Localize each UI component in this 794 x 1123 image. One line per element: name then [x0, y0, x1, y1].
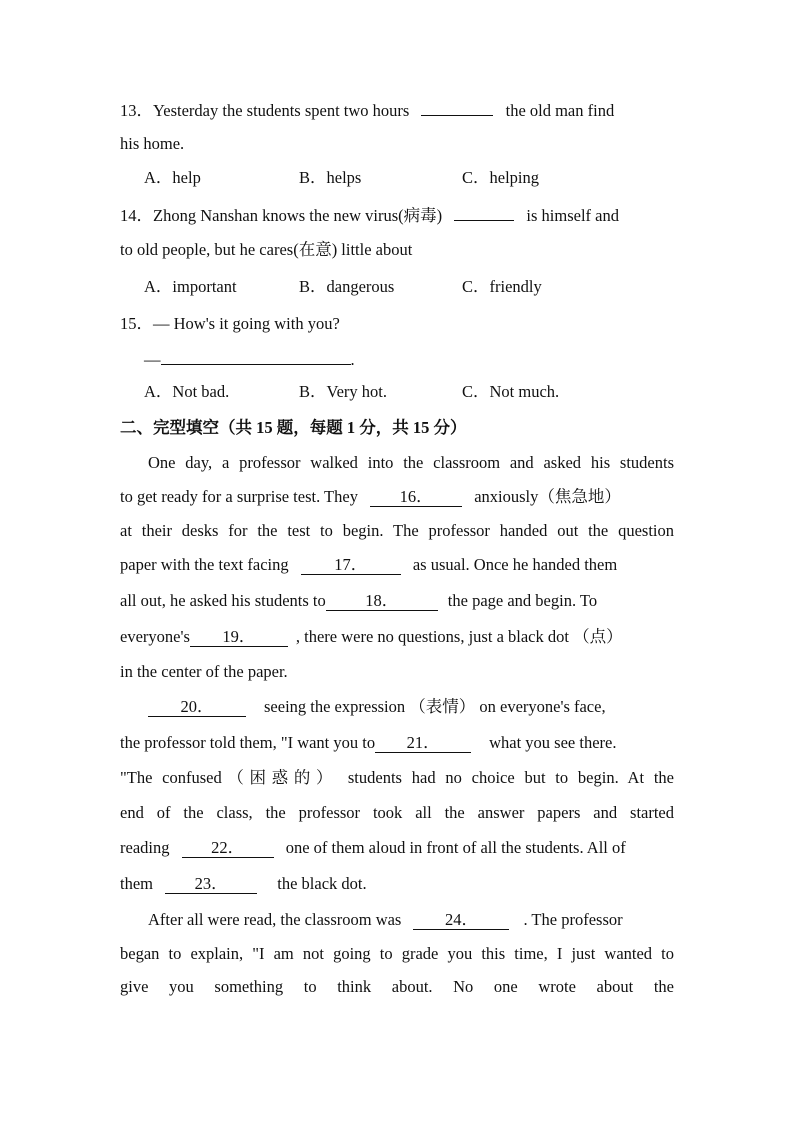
blank-24[interactable]: 24． — [413, 911, 509, 930]
q15-blank — [161, 348, 351, 365]
q15-reply-dash: — — [144, 350, 161, 369]
passage-text: the page and begin. To — [447, 591, 598, 610]
q14-option-b[interactable]: B．dangerous — [299, 277, 395, 296]
blank-22[interactable]: 22． — [182, 839, 274, 858]
passage-text: what you see there. — [489, 733, 617, 752]
q15-reply-end: . — [350, 350, 355, 369]
passage-text: After all were read, the classroom was — [148, 910, 402, 929]
passage-text: everyone's — [120, 627, 190, 646]
passage-p3-line1 — [148, 910, 674, 930]
passage-p2-line3: "The confused（困惑的） students had no choice but to begin. At the — [120, 768, 674, 787]
passage-text: seeing the expression （表情） on everyone's face, — [264, 697, 606, 716]
q15-option-b[interactable]: B．Very hot. — [299, 382, 387, 401]
q14-blank — [454, 204, 514, 221]
blank-19[interactable]: 19． — [190, 628, 288, 647]
passage-text: as usual. Once he handed them — [412, 555, 618, 574]
passage-text: to get ready for a surprise test. They — [120, 487, 358, 506]
q13-option-b[interactable]: B．helps — [299, 168, 362, 187]
blank-21[interactable]: 21． — [375, 734, 471, 753]
passage-text: . The professor — [523, 910, 623, 929]
passage-p3-line2: began to explain, "I am not going to grade you this time, I just wanted to — [120, 944, 674, 963]
passage-text: paper with the text facing — [120, 555, 289, 574]
passage-text: reading — [120, 838, 170, 857]
passage-p2-line5 — [120, 838, 674, 858]
passage-text: all out, he asked his students to — [120, 591, 326, 610]
q14-stem-line1 — [120, 204, 674, 226]
passage-p1-line5 — [120, 591, 674, 611]
passage-p1-line7: in the center of the paper. — [120, 662, 288, 681]
blank-18[interactable]: 18． — [326, 592, 438, 611]
q15-reply-line — [144, 348, 444, 370]
passage-text: anxiously（焦急地） — [474, 487, 621, 506]
passage-p1-line2 — [120, 487, 674, 507]
blank-20[interactable]: 20． — [148, 698, 246, 717]
q13-option-c[interactable]: C．helping — [462, 168, 539, 187]
passage-p1-line1: One day, a professor walked into the classroom and asked his students — [148, 453, 674, 472]
q15-option-a[interactable]: A．Not bad. — [144, 382, 230, 401]
q13-stem-text-end: the old man find — [505, 101, 615, 120]
q13-option-a[interactable]: A．help — [144, 168, 201, 187]
blank-16[interactable]: 16． — [370, 488, 462, 507]
passage-p1-line3: at their desks for the test to begin. The professor handed out the question — [120, 521, 674, 540]
passage-text: , there were no questions, just a black dot （点） — [295, 627, 623, 646]
passage-text: one of them aloud in front of all the students. All of — [285, 838, 626, 857]
q14-stem-text-end: is himself and — [526, 206, 619, 225]
passage-p2-line4: end of the class, the professor took all the answer papers and started — [120, 803, 674, 822]
q13-stem-line2: his home. — [120, 134, 185, 153]
blank-23[interactable]: 23． — [165, 875, 257, 894]
q14-option-c[interactable]: C．friendly — [462, 277, 542, 296]
blank-17[interactable]: 17． — [301, 556, 401, 575]
q15-option-c[interactable]: C．Not much. — [462, 382, 560, 401]
passage-p1-line4 — [120, 555, 674, 575]
passage-p3-line3: give you something to think about. No one wrote about the — [120, 977, 674, 996]
q14-option-a[interactable]: A．important — [144, 277, 237, 296]
passage-p2-line1 — [148, 697, 674, 717]
q14-stem-text: 14．Zhong Nanshan knows the new virus(病毒) — [120, 206, 443, 225]
passage-p1-line6 — [120, 627, 690, 647]
passage-p2-line6 — [120, 874, 674, 894]
passage-p2-line2 — [120, 733, 674, 753]
q13-stem-line1 — [120, 99, 674, 121]
passage-text: them — [120, 874, 153, 893]
q13-blank — [421, 99, 493, 116]
q15-stem: 15．— How's it going with you? — [120, 314, 340, 333]
q13-stem-text: 13．Yesterday the students spent two hours — [120, 101, 410, 120]
passage-text: the black dot. — [277, 874, 367, 893]
passage-text: the professor told them, "I want you to — [120, 733, 376, 752]
section-heading: 二、完型填空（共 15 题，每题 1 分，共 15 分） — [120, 418, 467, 437]
q14-stem-line2: to old people, but he cares(在意) little about — [120, 240, 413, 259]
